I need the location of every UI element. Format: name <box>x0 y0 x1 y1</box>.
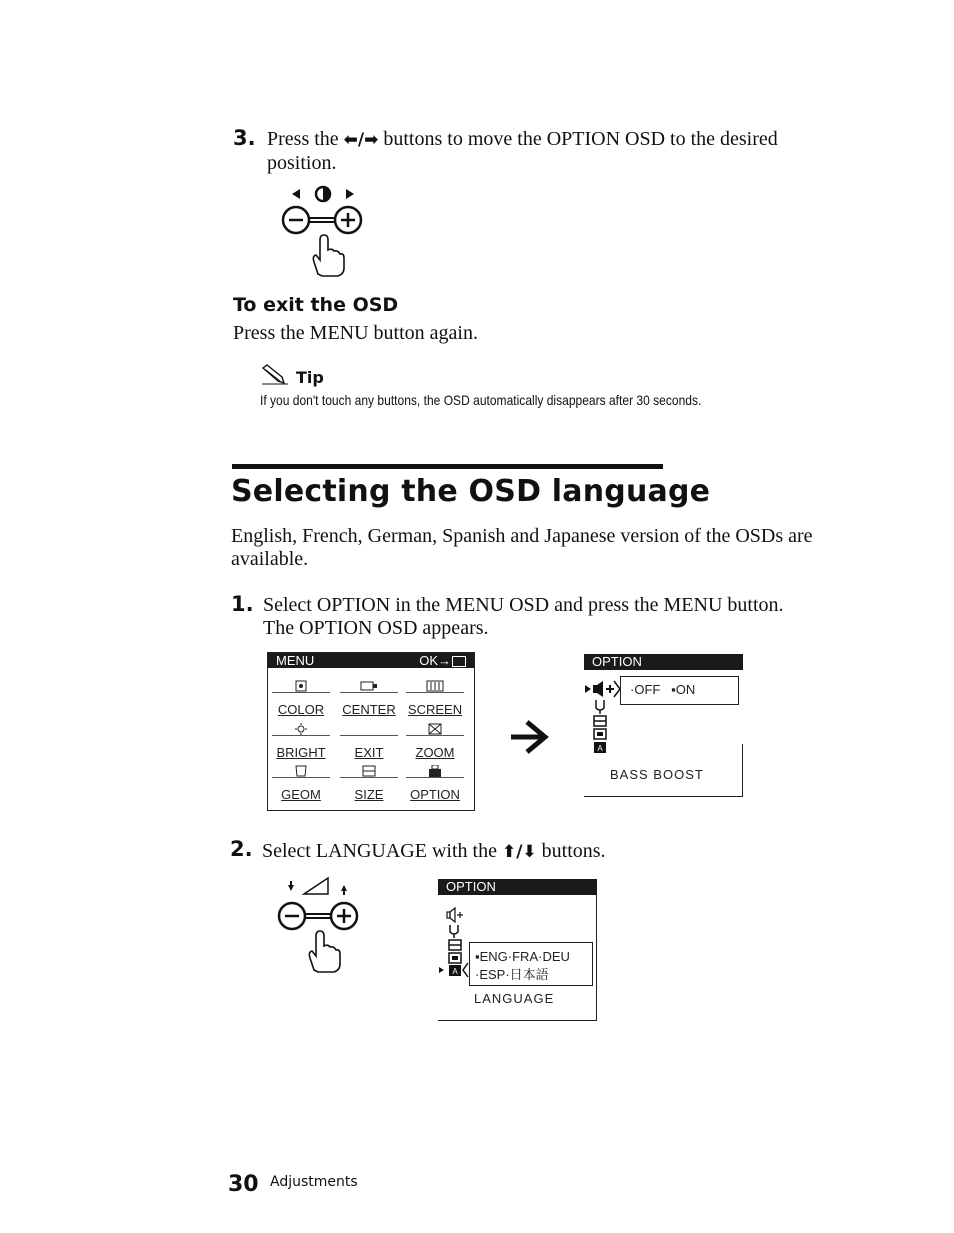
footer-section-name: Adjustments <box>270 1174 358 1190</box>
minus-button-icon <box>283 207 309 233</box>
menu-item-zoom[interactable] <box>406 723 464 760</box>
menu-osd-ok-label <box>419 653 466 668</box>
section-intro-line1: English, French, German, Spanish and Japanese version of the OSDs are <box>231 525 813 547</box>
section-title: Selecting the OSD language <box>231 474 711 509</box>
option-osd-title: OPTION <box>446 879 496 894</box>
menu-item-color[interactable] <box>272 680 330 717</box>
menu-item-label: SCREEN <box>406 692 464 717</box>
geometry-icon <box>272 765 330 777</box>
left-right-arrows-icon: ⬅/➡ <box>343 130 379 150</box>
option-icon-column <box>584 678 620 754</box>
exit-osd-text: Press the MENU button again. <box>233 322 478 344</box>
step-3-text-after: buttons to move the OPTION OSD to the desired <box>383 128 778 150</box>
exit-icon <box>340 723 398 735</box>
tip-pencil-icon <box>260 364 290 386</box>
section-rule <box>232 464 663 469</box>
step-3-text <box>267 128 907 175</box>
section-intro-line2: available. <box>231 548 309 570</box>
page-number: 30 <box>228 1172 259 1197</box>
menu-osd <box>267 652 475 811</box>
language-choices-line2: ·ESP·日本語 <box>475 967 549 982</box>
step-3-number: 3. <box>233 126 256 150</box>
osd-position-icon <box>594 729 606 739</box>
menu-osd-title: MENU <box>276 653 315 668</box>
bass-boost-icon <box>447 908 463 922</box>
menu-item-label: GEOM <box>272 777 330 802</box>
menu-item-bright[interactable] <box>272 723 330 760</box>
menu-item-label: BRIGHT <box>272 735 330 760</box>
option-osd-title-bar <box>584 654 743 670</box>
menu-item-geom[interactable] <box>272 765 330 802</box>
tip-text: If you don't touch any buttons, the OSD automatically disappears after 30 seconds. <box>260 392 702 408</box>
menu-item-label: CENTER <box>340 692 398 717</box>
down-arrow-icon <box>288 881 294 891</box>
step-2-number: 2. <box>230 837 253 861</box>
language-label: LANGUAGE <box>474 991 555 1006</box>
section-intro <box>231 525 891 571</box>
minus-button-icon <box>279 903 305 929</box>
step-1-text <box>263 594 883 640</box>
bass-boost-choices: ·OFF ▪ON <box>630 682 696 697</box>
step-1-number: 1. <box>231 592 254 616</box>
menu-item-center[interactable] <box>340 680 398 717</box>
step-2-text <box>262 840 862 864</box>
menu-item-exit[interactable] <box>340 723 398 760</box>
step-2-text-before: Select LANGUAGE with the <box>262 840 497 862</box>
pointing-finger-icon <box>313 235 344 276</box>
left-arrow-icon <box>292 189 300 199</box>
enter-icon <box>452 656 466 667</box>
language-icon <box>594 742 606 753</box>
menu-item-label: SIZE <box>340 777 398 802</box>
bass-boost-icon <box>585 681 620 697</box>
right-arrow-icon <box>346 189 354 199</box>
pointing-finger-icon <box>309 931 340 972</box>
contrast-control-illustration <box>276 182 376 282</box>
menu-osd-title-bar <box>268 653 474 668</box>
step-1-line1: Select OPTION in the MENU OSD and press the MENU button. <box>263 594 784 616</box>
svg-text:A: A <box>597 744 603 753</box>
option-osd-title: OPTION <box>592 654 642 669</box>
screen-icon <box>406 680 464 692</box>
plug-icon <box>450 925 458 938</box>
menu-osd-ok-text: OK→ <box>419 653 451 668</box>
size-icon <box>340 765 398 777</box>
tip-label: Tip <box>296 368 324 387</box>
color-icon <box>272 680 330 692</box>
menu-item-label: OPTION <box>406 777 464 802</box>
plus-button-icon <box>331 903 357 929</box>
center-icon <box>340 680 398 692</box>
step-2-text-after: buttons. <box>541 840 606 862</box>
zoom-icon <box>406 723 464 735</box>
next-arrow-icon <box>509 718 549 756</box>
menu-item-label: EXIT <box>340 735 398 760</box>
bass-boost-label: BASS BOOST <box>610 767 704 782</box>
menu-item-size[interactable] <box>340 765 398 802</box>
monitor-icon <box>594 716 606 726</box>
svg-text:A: A <box>452 967 458 976</box>
select-control-illustration <box>274 876 374 976</box>
language-icon <box>439 963 468 977</box>
level-wedge-icon <box>304 878 328 894</box>
monitor-icon <box>449 940 461 950</box>
language-choices-line1: ▪ENG·FRA·DEU <box>475 949 570 964</box>
up-down-arrows-icon: ⬆/⬇ <box>501 842 537 862</box>
osd-position-icon <box>449 953 461 963</box>
contrast-icon <box>316 187 330 201</box>
option-icon <box>406 765 464 777</box>
step-3-text-line2: position. <box>267 152 337 174</box>
plug-icon <box>596 700 604 714</box>
up-arrow-icon <box>341 885 347 895</box>
plus-button-icon <box>335 207 361 233</box>
option-osd-bass-boost <box>584 654 743 797</box>
menu-item-option[interactable] <box>406 765 464 802</box>
menu-item-screen[interactable] <box>406 680 464 717</box>
option-icon-column <box>438 905 472 981</box>
menu-item-label: ZOOM <box>406 735 464 760</box>
option-osd-language <box>438 879 597 1021</box>
brightness-icon <box>272 723 330 735</box>
step-1-line2: The OPTION OSD appears. <box>263 617 489 639</box>
exit-osd-heading: To exit the OSD <box>233 294 399 316</box>
menu-item-label: COLOR <box>272 692 330 717</box>
step-3-text-before: Press the <box>267 128 339 150</box>
option-osd-title-bar <box>438 879 597 895</box>
